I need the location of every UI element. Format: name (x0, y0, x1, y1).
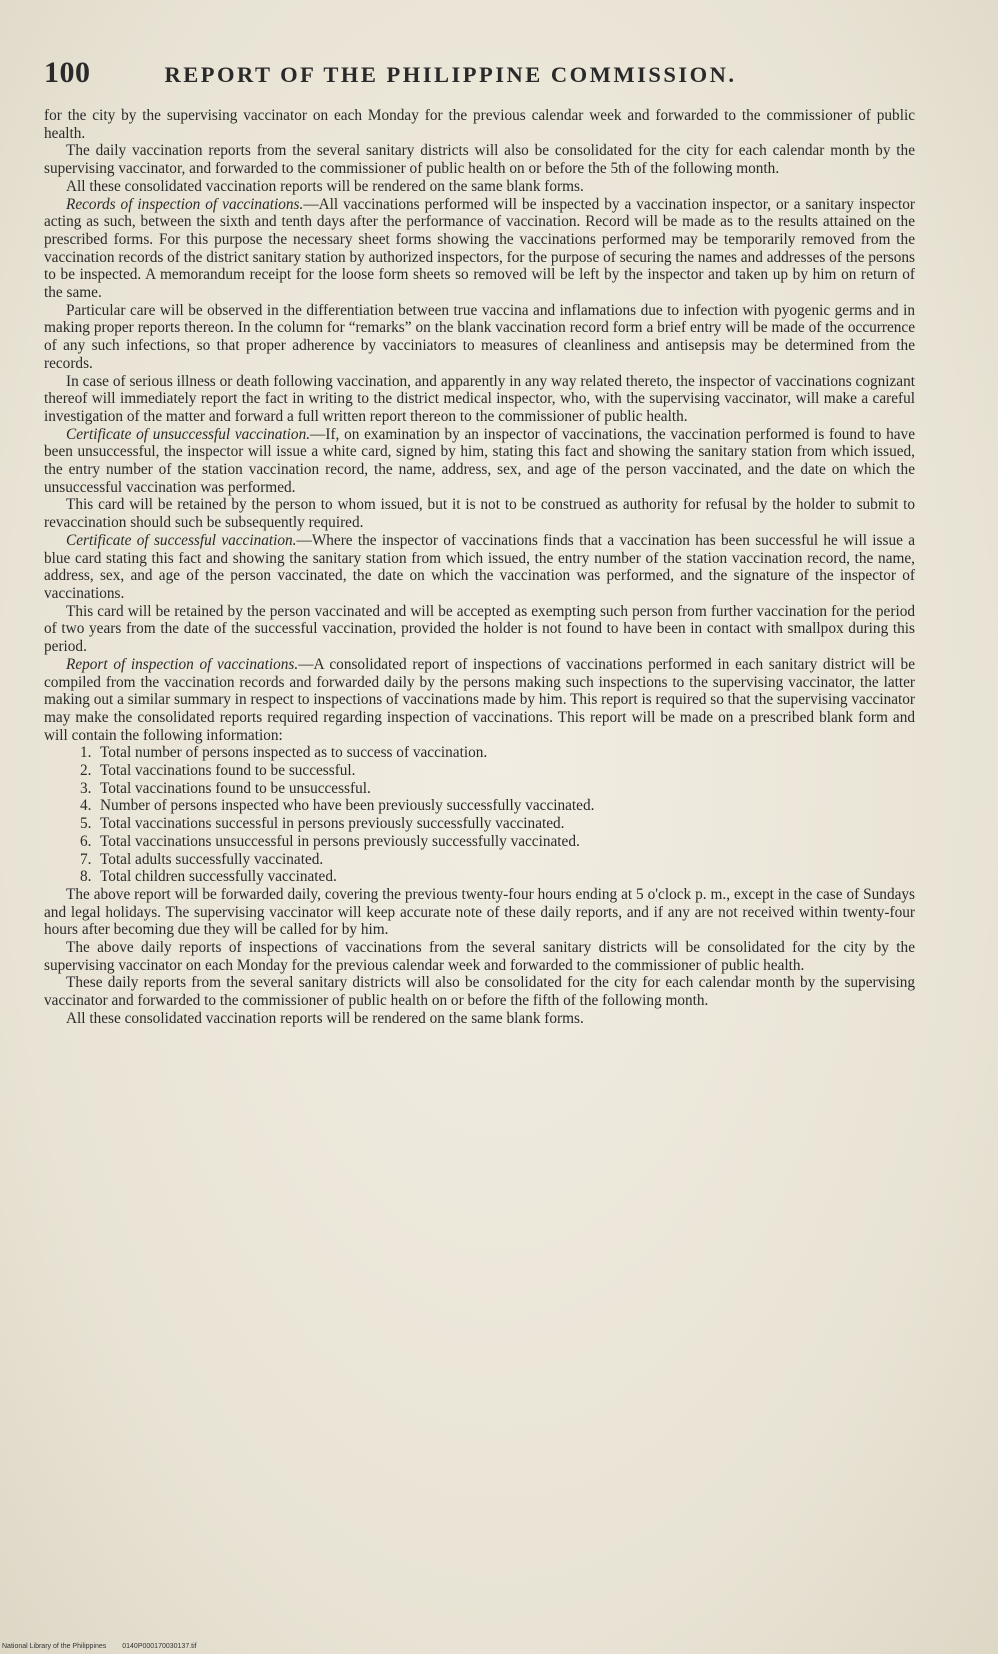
section-text: —A consolidated report of inspections of vaccinations performed in each sanitary district will be compiled from the vaccination records and forwarded daily by the persons making such inspections to the supervising vaccinator, the latter making out a similar summary in respect to inspections of vaccinations made by him. This report is required so that the supervising vaccinator may make the consolidated reports required regarding inspection of vaccinations. This report will be made on a prescribed blank form and will contain the following information: (44, 655, 916, 744)
list-item: 4. Number of persons inspected who have been previously successfully vaccinated. (80, 797, 595, 815)
section-text: —If, on examination by an inspector of vaccinations, the vaccination performed is found to have been unsuccessful, the inspector will issue a white card, signed by him, stating this fact and showing the sanitary station from which issued, the entry number of the station vaccination record, the name, address, sex, and age of the person vaccinated, and the date on which the unsuccessful vaccination was performed. (44, 425, 915, 496)
paragraph: for the city by the supervising vaccinator on each Monday for the previous calendar week and forwarded to the commissioner of public health. (44, 107, 915, 142)
paragraph: All these consolidated vaccination reports will be rendered on the same blank forms. (66, 1009, 584, 1027)
list-item: 5. Total vaccinations successful in persons previously successfully vaccinated. (80, 815, 565, 833)
paragraph: All these consolidated vaccination reports will be rendered on the same blank forms. (66, 177, 584, 195)
section-title-unsuccessful: Certificate of unsuccessful vaccination. (66, 425, 311, 443)
body-text (44, 107, 915, 1028)
paragraph-report (44, 656, 915, 745)
section-text: —All vaccinations performed will be inspected by a vaccination inspector, or a sanitary inspector acting as such, between the sixth and tenth days after the performance of vaccination. Record will be made as to the results attained on the prescribed forms. For this purpose the necessary sheet forms showing the vaccinations performed may be temporarily removed from the vaccination records of the district sanitary station by authorized inspectors, for the purpose of securing the names and addresses of the persons to be inspected. A memorandum receipt for the loose form sheets so removed will be left by the inspector and taken up by him on return of the same. (44, 195, 915, 302)
section-title-report: Report of inspection of vaccinations. (66, 655, 299, 673)
paragraph: This card will be retained by the person vaccinated and will be accepted as exempting such person from further vaccination for the period of two years from the date of the successful vaccination, provided the holder is not found to have been in contact with smallpox during this period. (44, 602, 915, 656)
section-text: —Where the inspector of vaccinations finds that a vaccination has been successful he will issue a blue card stating this fact and showing the sanitary station from which issued, the entry number of the station vaccination record, the name, address, sex, and age of the person vaccinated, the date on which the vaccination was performed, and the signature of the inspector of vaccinations. (44, 531, 915, 602)
scan-id: 0140P000170030137.tif (122, 1643, 197, 1650)
paragraph: The above report will be forwarded daily, covering the previous twenty-four hours ending at 5 o'clock p. m., except in the case of Sundays and legal holidays. The supervising vaccinator will keep accurate note of these daily reports, and if any are not received within twenty-four hours after becoming due they will be called for by him. (44, 885, 915, 939)
list-item: 2. Total vaccinations found to be successful. (80, 762, 356, 780)
paragraph: The above daily reports of inspections of vaccinations from the several sanitary districts will be consolidated for the city by the supervising vaccinator on each Monday for the previous calendar week and forwarded to the commissioner of public health. (44, 939, 915, 974)
list-item: 7. Total adults successfully vaccinated. (80, 850, 324, 868)
page-header (44, 56, 848, 90)
paragraph: The daily vaccination reports from the several sanitary districts will also be consolidated for the city for each calendar month by the supervising vaccinator, and forwarded to the commissioner of public health on or before the 5th of the following month. (44, 142, 915, 178)
list-item: 8. Total children successfully vaccinated. (80, 868, 337, 886)
section-title-records: Records of inspection of vaccinations. (66, 195, 304, 213)
list-item: 3. Total vaccinations found to be unsuccessful. (80, 779, 371, 797)
list-item: 1. Total number of persons inspected as to success of vaccination. (80, 744, 488, 762)
information-list (44, 744, 915, 886)
paragraph-unsuccessful (44, 426, 915, 497)
paragraph: Particular care will be observed in the differentiation between true vaccina and inflamations due to infection with pyogenic germs and in making proper reports thereon. In the column for “remarks” on the blank vaccination record form a brief entry will be made of the occurrence of any such infections, so that proper adherence by vacciniators to measures of cleanliness and antisepsis may be determined from the records. (44, 301, 915, 372)
page-number: 100 (44, 56, 91, 89)
paragraph: These daily reports from the several sanitary districts will also be consolidated for the city for each calendar month by the supervising vaccinator and forwarded to the commissioner of public health on or before the fifth of the following month. (44, 974, 915, 1010)
running-head: REPORT OF THE PHILIPPINE COMMISSION. (164, 62, 737, 87)
paragraph-successful (44, 532, 915, 603)
library-name: National Library of the Philippines (2, 1643, 107, 1650)
paragraph-records (44, 196, 915, 302)
paragraph: This card will be retained by the person to whom issued, but it is not to be construed as authority for refusal by the holder to submit to revaccination should such be subsequently required. (44, 496, 915, 532)
list-item: 6. Total vaccinations unsuccessful in persons previously successfully vaccinated. (80, 832, 580, 850)
scan-footer (2, 1643, 211, 1650)
section-title-successful: Certificate of successful vaccination. (66, 531, 297, 549)
paragraph: In case of serious illness or death following vaccination, and apparently in any way related thereto, the inspector of vaccinations cognizant thereof will immediately report the fact in writing to the district medical inspector, who, with the supervising vaccinator, will make a careful investigation of the matter and forward a full written report thereon to the commissioner of public health. (44, 372, 915, 425)
